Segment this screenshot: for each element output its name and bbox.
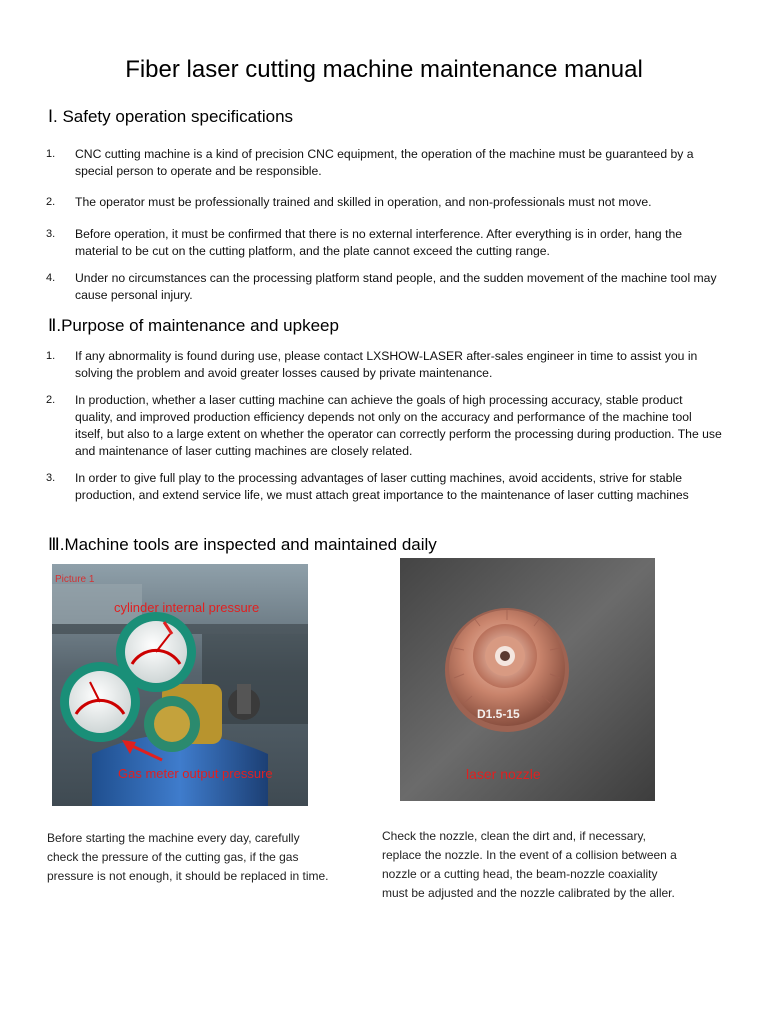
item-number: 3. [46,472,56,484]
nozzle-engraving: D1.5-15 [477,707,520,721]
section-3-heading: Ⅲ.Machine tools are inspected and maintained daily [48,535,437,554]
section-2-heading: Ⅱ.Purpose of maintenance and upkeep [48,316,339,335]
laser-nozzle-photo [400,558,655,801]
item-text: Before operation, it must be confirmed that there is no external interference. After everything is in order, hang the material to be cut on the cutting platform, and the plate cannot exceed the cutting range. [75,227,683,258]
section-1-heading: Ⅰ. Safety operation specifications [48,107,294,126]
gas-gauge-photo [52,564,308,806]
item-number: 2. [46,196,56,208]
item-number: 1. [46,148,56,160]
output-pressure-label: Gas meter output pressure [118,766,273,781]
item-number: 4. [46,272,56,284]
picture-tag: Picture 1 [55,574,95,585]
item-number: 2. [46,394,56,406]
item-text: CNC cutting machine is a kind of precision CNC equipment, the operation of the machine must be guaranteed by a special person to operate and be responsible. [75,147,694,178]
document-title: Fiber laser cutting machine maintenance manual [125,56,643,83]
item-text: If any abnormality is found during use, please contact LXSHOW-LASER after-sales engineer in time to assist you in solving the problem and avoid greater losses caused by private maintenance. [75,349,698,380]
item-text: In production, whether a laser cutting machine can achieve the goals of high processing accuracy, stable product quality, and improved production efficiency depends not only on the accuracy and performance of the machine tool itself, but also to a large extent on whether the operator can correctly perform the processing during production. The use and maintenance of laser cutting machines are closely related. [75,393,722,458]
item-number: 1. [46,350,56,362]
item-number: 3. [46,228,56,240]
item-text: The operator must be professionally trained and skilled in operation, and non-professionals must not move. [75,195,652,209]
item-text: Under no circumstances can the processing platform stand people, and the sudden movement of the machine tool may cause personal injury. [75,271,717,302]
gas-check-caption: Before starting the machine every day, carefully check the pressure of the cutting gas, if the gas pressure is not enough, it should be replaced in time. [47,831,329,883]
laser-nozzle-illustration [400,558,655,801]
laser-nozzle-label: laser nozzle [466,766,541,782]
cylinder-pressure-label: cylinder internal pressure [114,600,260,615]
nozzle-check-caption: Check the nozzle, clean the dirt and, if necessary, replace the nozzle. In the event of a collision between a nozzle or a cutting head, the beam-nozzle coaxiality must be adjusted and the nozzle calibrated by the aller. [382,829,677,900]
item-text: In order to give full play to the processing advantages of laser cutting machines, avoid accidents, strive for stable production, and extend service life, we must attach great importance to the maintenance of laser cutting machines [75,471,689,502]
